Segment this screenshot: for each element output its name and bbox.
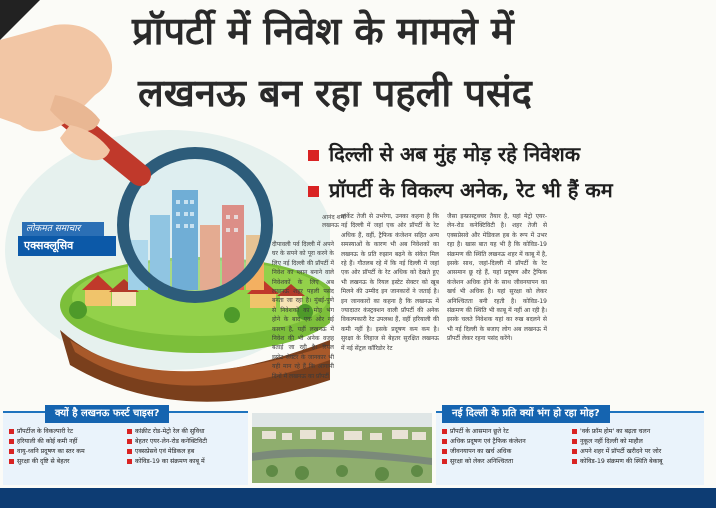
- info-item: प्रॉपर्टी के आसमान छूते रेट: [442, 427, 509, 436]
- info-item: सुरक्षा को लेकर अनिश्चितता: [442, 457, 513, 466]
- info-item: हरियाली की कोई कमी नहीं: [9, 437, 77, 446]
- info-item: कोविड-19 संक्रमण की स्थिति बेकाबू: [572, 457, 663, 466]
- bullet-square-icon: [308, 186, 319, 197]
- subheadline-1: दिल्ली से अब मुंह मोड़ रहे निवेशक: [308, 140, 580, 167]
- bullet-square-icon: [308, 150, 319, 161]
- article-column-1: दीपावली पर्व दिल्ली में अपने घर के सपने को पूरा करने के लिए नई दिल्ली की प्रॉपर्टी में निवेश का प्लान बनाने वाले निवेशकों के लिए अब लखनऊ शहर पहली पसंद बनता जा रहा है। मुंबई-पुणे से निवेशकों का मोह भंग होने के बाद एक ओर नई कारण है, यहीं लखनऊ में निवेश की भी अनेक वजह बताई जा रही है। रियल इस्टेट सेक्टर के जानकार भी यही मान रहे हैं कि आगामी दिनों में लखनऊ का प्रॉपर्टी: [272, 241, 334, 380]
- info-item: सुरक्षा की दृष्टि से बेहतर: [9, 457, 70, 466]
- info-item: अपने शहर में प्रॉपर्टी खरीदने पर जोर: [572, 447, 661, 456]
- info-item: नुकूल नहीं दिल्ली को माहौल: [572, 437, 643, 446]
- subheadline-2: प्रॉपर्टी के विकल्प अनेक, रेट भी हैं कम: [308, 176, 613, 203]
- aerial-city-photo: [252, 413, 432, 483]
- article-column-2: मार्केट तेजी से उभरेगा, उनका कहना है कि नई दिल्ली में जहां एक ओर प्रॉपर्टी के रेट अधिक हैं, वहीं, ट्रैफिक कंजेशन सहित अन्य समस्याओं के कारण भी अब निवेशकों का लखनऊ के प्रति रुझान बढ़ने के संकेत मिल रहे हैं। गौतलब रहे में कि नई दिल्ली में जहां एक ओर प्रॉपर्टी के रेट अधिक को देखते हुए भी लखनऊ के रियल इस्टेट सेक्टर को खूब मिलने की उम्मीद इन जानकारों ने जताई है। इन जानकारों का कहना है कि लखनऊ में ज्यादातर कंस्ट्रक्शन वाली प्रॉपर्टी की अनेक विकल्पकारी रेट उपलब्ध हैं, वहीं हरियाली की कमी नहीं है। इसके प्रदूषण कम कम है। सुरक्षा के लिहाज से बेहतर सुरक्षित लखनऊ में नई सेंट्रल कॉरिडोर रेट: [341, 213, 439, 352]
- headline-line-2: लखनऊ बन रहा पहली पसंद: [138, 71, 532, 115]
- badge-publisher: लोकमत समाचार: [22, 222, 104, 236]
- info-item: कांक्रीट रोड-मेट्रो रेल की सुविधा: [127, 427, 205, 436]
- info-item: 'वर्क फ्रॉम होम' का बढ़ता चलन: [572, 427, 650, 436]
- info-box-delhi: [436, 408, 704, 485]
- byline-place: लखनऊ: [322, 222, 340, 229]
- byline-author: आनंद शर्मा: [322, 214, 346, 221]
- footer-bar: [0, 488, 716, 508]
- info-item: जीवनयापन का खर्च अधिक: [442, 447, 511, 456]
- info-item: अधिक प्रदूषण एवं ट्रैफिक कंजेशन: [442, 437, 526, 446]
- exclusive-badge: एक्सक्लूसिव: [18, 236, 116, 256]
- info-box-lucknow: [3, 408, 248, 485]
- info-item: बेहतर एयर-लेन-रोड कनेक्टिविटी: [127, 437, 207, 446]
- info-box-delhi-title: नई दिल्ली के प्रति क्यों भंग हो रहा मोह?: [442, 405, 610, 423]
- info-box-lucknow-title: क्यों है लखनऊ फर्स्ट चाइस?: [45, 405, 169, 423]
- info-item: प्रॉपर्टीज के विकल्पारी रेट: [9, 427, 73, 436]
- headline-line-1: प्रॉपर्टी में निवेश के मामले में: [132, 9, 514, 53]
- article-column-4: [558, 212, 658, 412]
- article-column-3: जैसा इन्फ्रास्ट्रक्चर तैयार है, यहां मेट्रो एयर-लेन-रोड कनेक्टिविटी है। शहर तेजी से एक्सप्रेसवे और मेडिकल हब के रूप में उभर रहा है। खास बात यह भी है कि कोविड-19 संक्रमण की स्थिति लखनऊ शहर में काबू में है, इसके साथ, जहां-दिल्ली में प्रॉपर्टी के रेट आसमान छू रहे हैं, यहां प्रदूषण और ट्रैफिक कंजेशन अधिक होने के साथ जीवनयापन का खर्च भी अधिक है। यहां सुरक्षा को लेकर अनिश्चितता बनी रहती है। कोविड-19 संक्रमण की स्थिति भी काबू में नहीं आ रही है। इसके चलते निवेशक यहां का रुख बदलने से भी नई दिल्ली के बजाए लोग अब लखनऊ में प्रॉपर्टी लेकर रहना पसंद करेंगे।: [447, 213, 547, 343]
- info-item: वायु-ध्वनि प्रदूषण का स्तर कम: [9, 447, 85, 456]
- info-item: एक्सप्रेसवे एवं मेडिकल हब: [127, 447, 194, 456]
- info-item: कोविड-19 का संक्रमण काबू में: [127, 457, 205, 466]
